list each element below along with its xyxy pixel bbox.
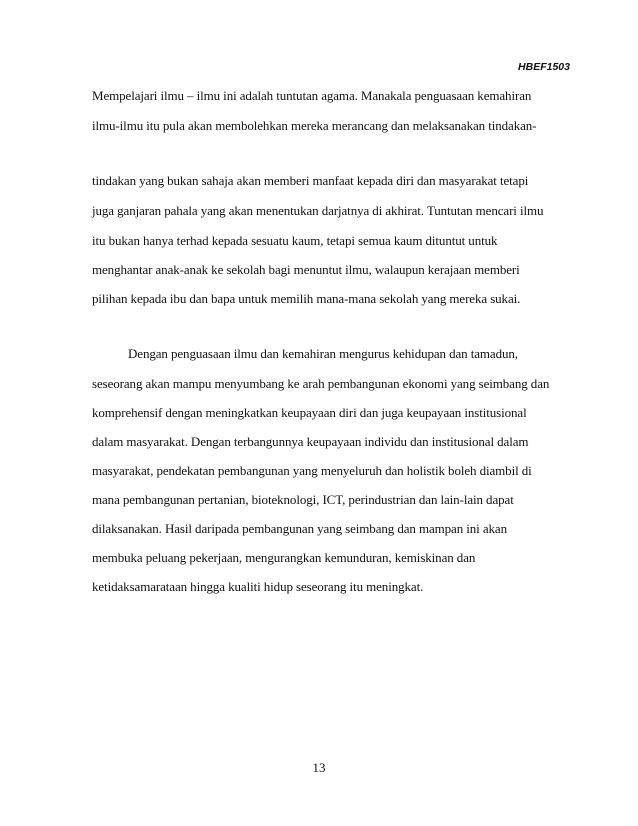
paragraph-line: dilaksanakan. Hasil daripada pembangunan yang seimbang dan mampan ini akan xyxy=(92,521,507,536)
paragraph-line: dalam masyarakat. Dengan terbangunnya keupayaan individu dan institusional dalam xyxy=(92,434,529,449)
paragraph-line: Mempelajari ilmu – ilmu ini adalah tuntutan agama. Manakala penguasaan kemahiran xyxy=(92,88,532,103)
paragraph-line: juga ganjaran pahala yang akan menentukan darjatnya di akhirat. Tuntutan mencari ilmu xyxy=(92,203,544,218)
paragraph-line: Dengan penguasaan ilmu dan kemahiran mengurus kehidupan dan tamadun, xyxy=(128,346,518,361)
paragraph-line: membuka peluang pekerjaan, mengurangkan kemunduran, kemiskinan dan xyxy=(92,550,476,565)
paragraph-line: tindakan yang bukan sahaja akan memberi manfaat kepada diri dan masyarakat tetapi xyxy=(92,173,529,188)
paragraph-line: ketidaksamarataan hingga kualiti hidup seseorang itu meningkat. xyxy=(92,579,424,594)
paragraph-line: masyarakat, pendekatan pembangunan yang menyeluruh dan holistik boleh diambil di xyxy=(92,463,532,478)
paragraph-line: menghantar anak-anak ke sekolah bagi menuntut ilmu, walaupun kerajaan memberi xyxy=(92,262,520,277)
paragraph-line: mana pembangunan pertanian, bioteknologi, ICT, perindustrian dan lain-lain dapat xyxy=(92,492,514,507)
page-number: 13 xyxy=(312,760,326,775)
course-code-header: HBEF1503 xyxy=(518,61,570,73)
paragraph-line: itu bukan hanya terhad kepada sesuatu kaum, tetapi semua kaum dituntut untuk xyxy=(92,233,498,248)
paragraph-line: pilihan kepada ibu dan bapa untuk memilih mana-mana sekolah yang mereka sukai. xyxy=(92,291,521,306)
paragraph-line: komprehensif dengan meningkatkan keupayaan diri dan juga keupayaan institusional xyxy=(92,405,527,420)
paragraph-line: ilmu-ilmu itu pula akan membolehkan mereka merancang dan melaksanakan tindakan- xyxy=(92,118,537,133)
paragraph-line: seseorang akan mampu menyumbang ke arah pembangunan ekonomi yang seimbang dan xyxy=(92,376,550,391)
